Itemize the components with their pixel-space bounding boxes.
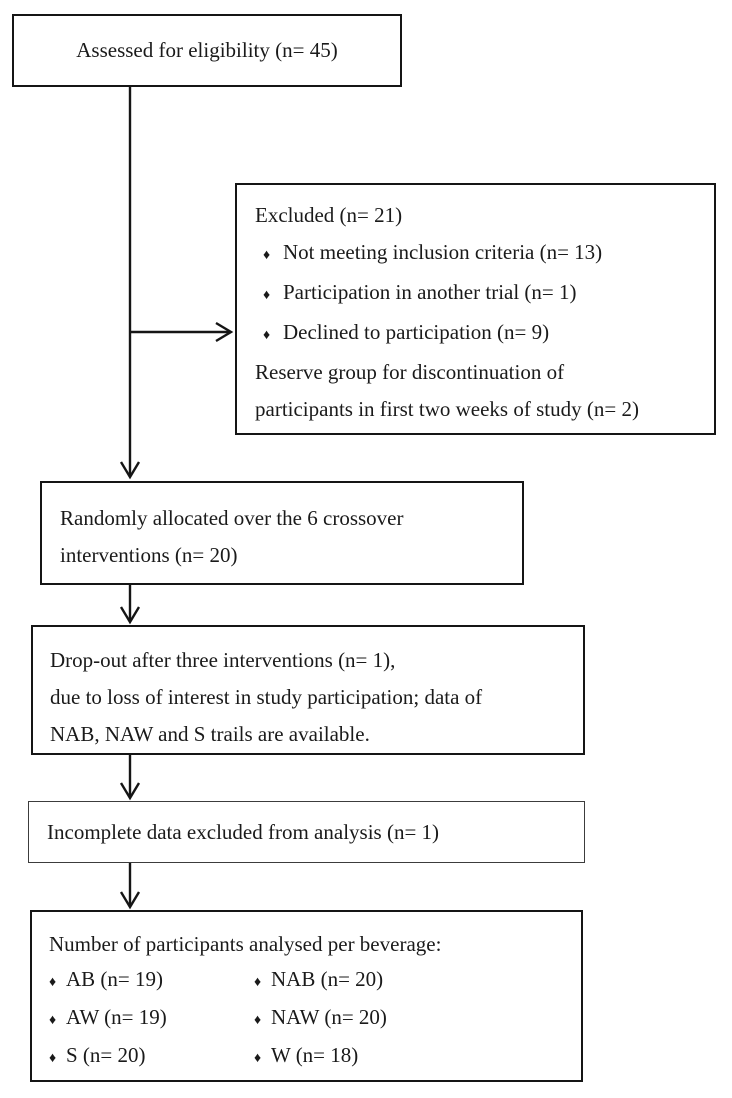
dropout-line: Drop-out after three interventions (n= 1), bbox=[50, 648, 396, 672]
diamond-bullet-icon: ♦ bbox=[49, 975, 57, 990]
analysed-grid bbox=[49, 962, 571, 1076]
excluded-bullet-text: Participation in another trial (n= 1) bbox=[283, 280, 577, 304]
arrow-incomplete-to-analysed bbox=[121, 863, 139, 907]
randomized-line: Randomly allocated over the 6 crossover bbox=[60, 506, 404, 530]
box-excluded bbox=[235, 183, 716, 435]
excluded-note-line: Reserve group for discontinuation of bbox=[255, 360, 565, 384]
box-randomized bbox=[40, 481, 524, 585]
diamond-bullet-icon: ♦ bbox=[263, 248, 271, 263]
incomplete-text: Incomplete data excluded from analysis (n= 1) bbox=[47, 819, 440, 844]
excluded-title: Excluded (n= 21) bbox=[255, 203, 403, 227]
analysed-item-text: AB (n= 19) bbox=[66, 967, 164, 991]
excluded-bullet-text: Not meeting inclusion criteria (n= 13) bbox=[283, 240, 603, 264]
analysed-item bbox=[254, 1038, 571, 1076]
analysed-item bbox=[49, 1000, 254, 1038]
analysed-item bbox=[49, 962, 254, 1000]
analysed-item-text: NAW (n= 20) bbox=[271, 1005, 387, 1029]
diamond-bullet-icon: ♦ bbox=[254, 975, 262, 990]
analysed-item-text: NAB (n= 20) bbox=[271, 967, 384, 991]
excluded-bullet-row bbox=[255, 234, 704, 274]
box-assessed-eligibility bbox=[12, 14, 402, 87]
arrow-dropout-to-incomplete bbox=[121, 755, 139, 798]
box-incomplete-excluded bbox=[28, 801, 585, 863]
diamond-bullet-icon: ♦ bbox=[263, 328, 271, 343]
diamond-bullet-icon: ♦ bbox=[49, 1051, 57, 1066]
diamond-bullet-icon: ♦ bbox=[49, 1013, 57, 1028]
diamond-bullet-icon: ♦ bbox=[263, 288, 271, 303]
analysed-item bbox=[49, 1038, 254, 1076]
excluded-bullet-row bbox=[255, 274, 704, 314]
arrow-assessed-to-randomized bbox=[121, 87, 139, 477]
diamond-bullet-icon: ♦ bbox=[254, 1051, 262, 1066]
dropout-line: NAB, NAW and S trails are available. bbox=[50, 722, 370, 746]
assessed-text: Assessed for eligibility (n= 45) bbox=[76, 38, 338, 62]
excluded-note-line: participants in first two weeks of study (n= 2) bbox=[255, 397, 639, 421]
analysed-item bbox=[254, 1000, 571, 1038]
box-analysed bbox=[30, 910, 583, 1082]
diamond-bullet-icon: ♦ bbox=[254, 1013, 262, 1028]
arrow-to-excluded bbox=[130, 323, 231, 341]
analysed-title: Number of participants analysed per beverage: bbox=[49, 932, 442, 956]
arrow-randomized-to-dropout bbox=[121, 585, 139, 622]
dropout-line: due to loss of interest in study participation; data of bbox=[50, 685, 483, 709]
analysed-item-text: S (n= 20) bbox=[66, 1043, 146, 1067]
analysed-item bbox=[254, 962, 571, 1000]
randomized-line: interventions (n= 20) bbox=[60, 543, 238, 567]
excluded-bullet-row bbox=[255, 314, 704, 354]
excluded-bullet-text: Declined to participation (n= 9) bbox=[283, 320, 550, 344]
analysed-item-text: AW (n= 19) bbox=[66, 1005, 167, 1029]
box-dropout bbox=[31, 625, 585, 755]
analysed-item-text: W (n= 18) bbox=[271, 1043, 359, 1067]
